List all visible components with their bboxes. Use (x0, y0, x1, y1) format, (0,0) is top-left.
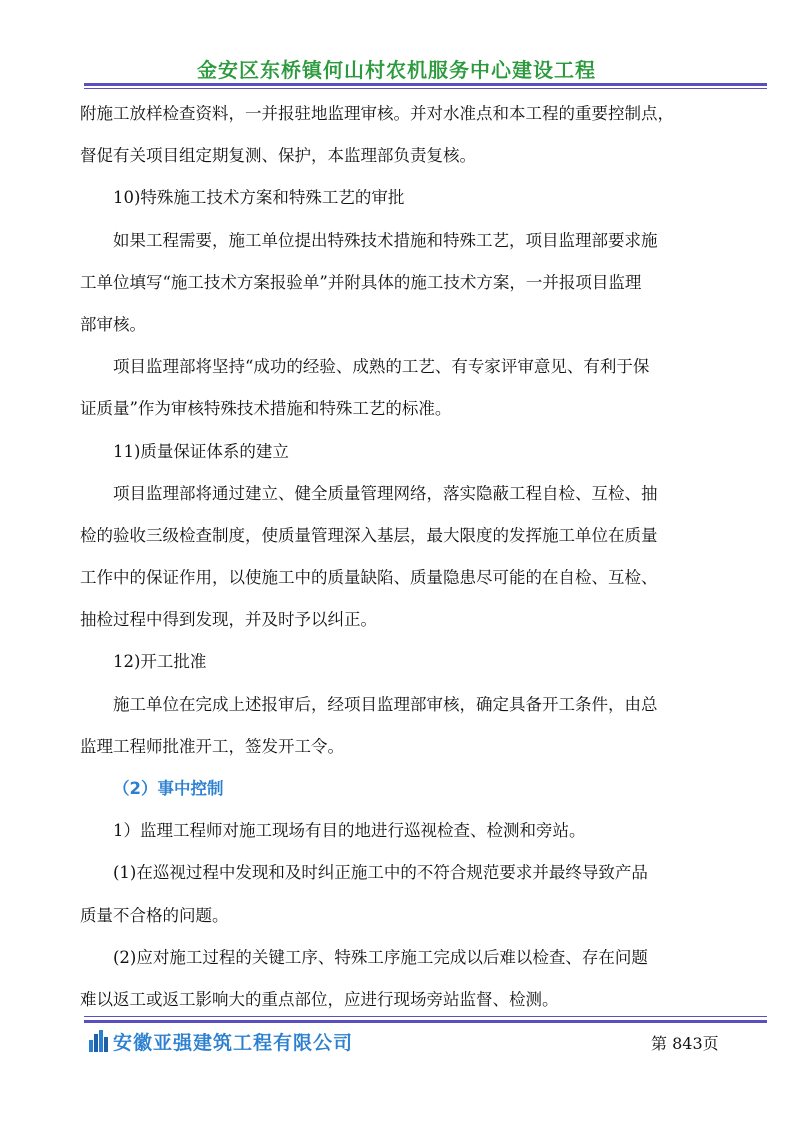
paragraph-line: 督促有关项目组定期复测、保护，本监理部负责复核。 (80, 146, 476, 166)
paragraph-line: 难以返工或返工影响大的重点部位，应进行现场旁站监督、检测。 (80, 989, 559, 1009)
paragraph-line: 10)特殊施工技术方案和特殊工艺的审批 (113, 188, 405, 208)
header-rule-thin (84, 88, 767, 89)
paragraph-line: 如果工程需要，施工单位提出特殊技术措施和特殊工艺，项目监理部要求施 (113, 230, 658, 250)
paragraph-line: 11)质量保证体系的建立 (113, 441, 289, 461)
paragraph-line: 施工单位在完成上述报审后，经项目监理部审核，确定具备开工条件，由总 (113, 694, 658, 714)
paragraph-line: 检的验收三级检查制度，使质量管理深入基层，最大限度的发挥施工单位在质量 (80, 525, 658, 545)
paragraph-line: (1)在巡视过程中发现和及时纠正施工中的不符合规范要求并最终导致产品 (113, 863, 648, 883)
body-content (80, 93, 720, 1021)
building-logo-icon (88, 1028, 110, 1052)
paragraph-line: (2)应对施工过程的关键工序、特殊工序施工完成以后难以检查、存在问题 (113, 947, 648, 967)
paragraph-line: 质量不合格的问题。 (80, 905, 229, 925)
paragraph-line: 12)开工批准 (113, 652, 207, 672)
paragraph-line: 项目监理部将坚持“成功的经验、成熟的工艺、有专家评审意见、有利于保 (113, 357, 650, 377)
footer-rule-thick (84, 1020, 767, 1023)
header-rule-thick (84, 83, 767, 86)
paragraph-line: 监理工程师批准开工，签发开工令。 (80, 736, 344, 756)
paragraph-line: 项目监理部将通过建立、健全质量管理网络，落实隐蔽工程自检、互检、抽 (113, 483, 658, 503)
section-heading: （2）事中控制 (113, 779, 224, 798)
header-title: 金安区东桥镇何山村农机服务中心建设工程 (197, 58, 596, 82)
page-number: 第 843页 (651, 1034, 719, 1053)
paragraph-line: 工单位填写“施工技术方案报验单”并附具体的施工技术方案，一并报项目监理 (80, 272, 642, 292)
paragraph-line: 抽检过程中得到发现，并及时予以纠正。 (80, 610, 377, 630)
paragraph-line: 附施工放样检查资料，一并报驻地监理审核。并对水准点和本工程的重要控制点， (80, 104, 674, 123)
paragraph-line: 部审核。 (80, 314, 146, 334)
paragraph-line: 证质量”作为审核特殊技术措施和特殊工艺的标准。 (80, 399, 452, 419)
paragraph-line: 1）监理工程师对施工现场有目的地进行巡视检查、检测和旁站。 (113, 821, 586, 841)
footer-company-name: 安徽亚强建筑工程有限公司 (113, 1032, 354, 1054)
paragraph-line: 工作中的保证作用，以使施工中的质量缺陷、质量隐患尽可能的在自检、互检、 (80, 568, 658, 588)
footer-rule-thin (84, 1016, 767, 1017)
